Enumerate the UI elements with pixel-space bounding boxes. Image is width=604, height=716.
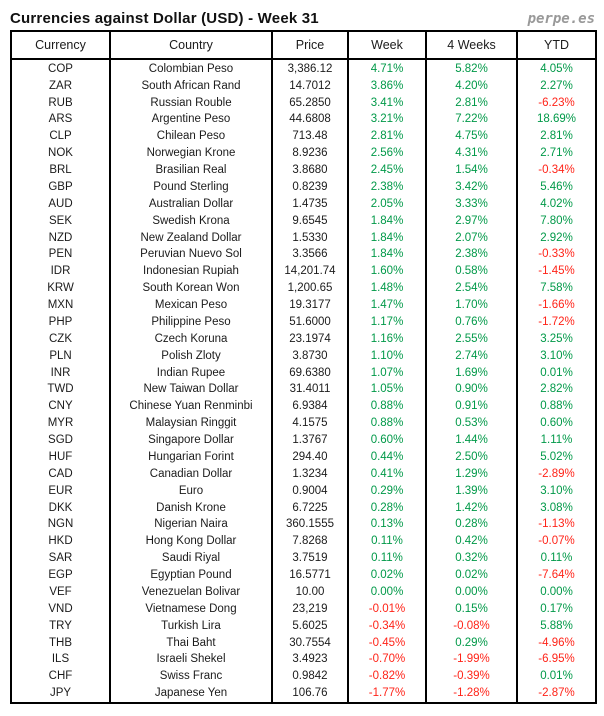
week-change: 1.48%: [348, 280, 426, 297]
four-weeks-change: 4.31%: [426, 145, 517, 162]
week-change: 2.45%: [348, 162, 426, 179]
currency-code: SEK: [48, 214, 72, 227]
ytd-change: 3.10%: [517, 347, 595, 364]
table-row: [12, 347, 595, 364]
price: 69.6380: [272, 364, 348, 381]
four-weeks-change: -1.28%: [426, 685, 517, 702]
price: 9.6545: [272, 212, 348, 229]
table-row: [12, 465, 595, 482]
column-header-currency: Currency: [12, 32, 110, 59]
price: 65.2850: [272, 94, 348, 111]
country-name: South Korean Won: [110, 280, 272, 297]
week-change: 0.44%: [348, 449, 426, 466]
week-change: 0.02%: [348, 567, 426, 584]
week-change: 0.13%: [348, 516, 426, 533]
table-row: [12, 516, 595, 533]
column-header-country: Country: [110, 32, 272, 59]
price: 31.4011: [272, 381, 348, 398]
price: 1.3234: [272, 465, 348, 482]
country-name: Peruvian Nuevo Sol: [110, 246, 272, 263]
site-logo: perpe.es: [527, 11, 595, 27]
country-name: Hungarian Forint: [110, 449, 272, 466]
week-change: 0.88%: [348, 398, 426, 415]
column-header-week: Week: [348, 32, 426, 59]
country-name: Pound Sterling: [110, 179, 272, 196]
currency-code: COP: [48, 62, 73, 75]
price: 8.9236: [272, 145, 348, 162]
week-change: 0.11%: [348, 550, 426, 567]
week-change: 0.11%: [348, 533, 426, 550]
table-row: [12, 381, 595, 398]
currency-code: NOK: [48, 147, 73, 160]
table-header-row: [12, 32, 595, 59]
currency-table: [10, 30, 597, 704]
price: 23,219: [272, 600, 348, 617]
price: 10.00: [272, 584, 348, 601]
ytd-change: -0.34%: [517, 162, 595, 179]
four-weeks-change: 2.74%: [426, 347, 517, 364]
ytd-change: 3.08%: [517, 499, 595, 516]
country-name: Czech Koruna: [110, 330, 272, 347]
table-row: [12, 195, 595, 212]
ytd-change: 2.81%: [517, 128, 595, 145]
four-weeks-change: 0.15%: [426, 600, 517, 617]
ytd-change: -2.87%: [517, 685, 595, 702]
four-weeks-change: 2.07%: [426, 229, 517, 246]
week-change: 2.81%: [348, 128, 426, 145]
four-weeks-change: 1.39%: [426, 482, 517, 499]
week-change: 1.17%: [348, 314, 426, 331]
country-name: Colombian Peso: [110, 59, 272, 77]
currency-code: CNY: [48, 400, 73, 413]
four-weeks-change: 0.29%: [426, 634, 517, 651]
table-row: [12, 297, 595, 314]
country-name: Nigerian Naira: [110, 516, 272, 533]
country-name: Swiss Franc: [110, 668, 272, 685]
country-name: Indian Rupee: [110, 364, 272, 381]
table-row: [12, 77, 595, 94]
week-change: 0.00%: [348, 584, 426, 601]
currency-code: NGN: [47, 518, 74, 531]
country-name: New Zealand Dollar: [110, 229, 272, 246]
week-change: 3.86%: [348, 77, 426, 94]
week-change: 1.16%: [348, 330, 426, 347]
currency-code: CAD: [48, 467, 73, 480]
ytd-change: 0.01%: [517, 364, 595, 381]
ytd-change: 0.01%: [517, 668, 595, 685]
ytd-change: 0.00%: [517, 584, 595, 601]
week-change: 0.28%: [348, 499, 426, 516]
four-weeks-change: 2.50%: [426, 449, 517, 466]
week-change: 3.41%: [348, 94, 426, 111]
currency-code: INR: [50, 366, 71, 379]
table-row: [12, 668, 595, 685]
week-change: 1.10%: [348, 347, 426, 364]
currency-code: SAR: [48, 552, 73, 565]
table-row: [12, 246, 595, 263]
currency-table-grid: [12, 32, 595, 702]
currency-code: VND: [48, 602, 73, 615]
four-weeks-change: 0.76%: [426, 314, 517, 331]
ytd-change: 5.46%: [517, 179, 595, 196]
table-row: [12, 128, 595, 145]
ytd-change: 3.10%: [517, 482, 595, 499]
four-weeks-change: 2.54%: [426, 280, 517, 297]
column-header-4-weeks: 4 Weeks: [426, 32, 517, 59]
price: 3.8680: [272, 162, 348, 179]
table-row: [12, 179, 595, 196]
four-weeks-change: 0.02%: [426, 567, 517, 584]
table-row: [12, 398, 595, 415]
four-weeks-change: -1.99%: [426, 651, 517, 668]
table-row: [12, 449, 595, 466]
four-weeks-change: 1.42%: [426, 499, 517, 516]
ytd-change: -7.64%: [517, 567, 595, 584]
four-weeks-change: 2.55%: [426, 330, 517, 347]
week-change: 1.84%: [348, 212, 426, 229]
price: 14.7012: [272, 77, 348, 94]
ytd-change: -1.72%: [517, 314, 595, 331]
country-name: Thai Baht: [110, 634, 272, 651]
table-row: [12, 634, 595, 651]
price: 3.7519: [272, 550, 348, 567]
week-change: 1.05%: [348, 381, 426, 398]
price: 5.6025: [272, 617, 348, 634]
currency-code: BRL: [49, 164, 72, 177]
price: 16.5771: [272, 567, 348, 584]
currency-code: VEF: [49, 585, 72, 598]
ytd-change: 2.71%: [517, 145, 595, 162]
week-change: 1.07%: [348, 364, 426, 381]
table-row: [12, 685, 595, 702]
country-name: Saudi Riyal: [110, 550, 272, 567]
week-change: 0.88%: [348, 415, 426, 432]
country-name: Danish Krone: [110, 499, 272, 516]
four-weeks-change: 1.54%: [426, 162, 517, 179]
ytd-change: -1.66%: [517, 297, 595, 314]
four-weeks-change: 7.22%: [426, 111, 517, 128]
price: 3,386.12: [272, 59, 348, 77]
currency-code: JPY: [49, 687, 72, 700]
country-name: Turkish Lira: [110, 617, 272, 634]
country-name: Malaysian Ringgit: [110, 415, 272, 432]
four-weeks-change: 0.91%: [426, 398, 517, 415]
week-change: 1.60%: [348, 263, 426, 280]
price: 360.1555: [272, 516, 348, 533]
currency-code: ILS: [51, 653, 70, 666]
table-row: [12, 145, 595, 162]
table-row: [12, 212, 595, 229]
week-change: 0.29%: [348, 482, 426, 499]
currency-code: PHP: [48, 315, 73, 328]
week-change: -0.82%: [348, 668, 426, 685]
ytd-change: 0.11%: [517, 550, 595, 567]
price: 1.5330: [272, 229, 348, 246]
country-name: Euro: [110, 482, 272, 499]
price: 30.7554: [272, 634, 348, 651]
currency-code: THB: [49, 636, 72, 649]
country-name: Singapore Dollar: [110, 432, 272, 449]
four-weeks-change: 1.44%: [426, 432, 517, 449]
four-weeks-change: 0.00%: [426, 584, 517, 601]
country-name: South African Rand: [110, 77, 272, 94]
masthead: [10, 3, 595, 27]
week-change: -0.45%: [348, 634, 426, 651]
price: 0.9842: [272, 668, 348, 685]
table-row: [12, 499, 595, 516]
column-header-ytd: YTD: [517, 32, 595, 59]
price: 23.1974: [272, 330, 348, 347]
price: 3.8730: [272, 347, 348, 364]
table-row: [12, 111, 595, 128]
table-row: [12, 567, 595, 584]
week-change: 1.84%: [348, 229, 426, 246]
ytd-change: 4.05%: [517, 59, 595, 77]
four-weeks-change: -0.39%: [426, 668, 517, 685]
four-weeks-change: 1.70%: [426, 297, 517, 314]
week-change: 0.60%: [348, 432, 426, 449]
price: 14,201.74: [272, 263, 348, 280]
table-row: [12, 550, 595, 567]
table-row: [12, 584, 595, 601]
country-name: Russian Rouble: [110, 94, 272, 111]
ytd-change: -6.95%: [517, 651, 595, 668]
column-header-price: Price: [272, 32, 348, 59]
price: 713.48: [272, 128, 348, 145]
table-row: [12, 432, 595, 449]
currency-code: PLN: [49, 349, 72, 362]
four-weeks-change: 1.69%: [426, 364, 517, 381]
ytd-change: -0.33%: [517, 246, 595, 263]
table-row: [12, 364, 595, 381]
country-name: Brasilian Real: [110, 162, 272, 179]
currency-code: CLP: [49, 130, 72, 143]
ytd-change: 7.80%: [517, 212, 595, 229]
week-change: -0.01%: [348, 600, 426, 617]
currency-code: HUF: [48, 450, 73, 463]
four-weeks-change: 4.75%: [426, 128, 517, 145]
table-row: [12, 617, 595, 634]
price: 51.6000: [272, 314, 348, 331]
table-row: [12, 533, 595, 550]
ytd-change: -4.96%: [517, 634, 595, 651]
ytd-change: 0.60%: [517, 415, 595, 432]
currency-code: PEN: [48, 248, 73, 261]
week-change: -0.70%: [348, 651, 426, 668]
table-row: [12, 330, 595, 347]
week-change: 2.38%: [348, 179, 426, 196]
four-weeks-change: 5.82%: [426, 59, 517, 77]
table-row: [12, 280, 595, 297]
ytd-change: 0.88%: [517, 398, 595, 415]
week-change: 2.05%: [348, 195, 426, 212]
country-name: New Taiwan Dollar: [110, 381, 272, 398]
currency-code: AUD: [48, 197, 73, 210]
currency-code: SGD: [48, 434, 73, 447]
currency-code: MYR: [47, 417, 74, 430]
four-weeks-change: 2.81%: [426, 94, 517, 111]
price: 1.4735: [272, 195, 348, 212]
week-change: 1.84%: [348, 246, 426, 263]
country-name: Philippine Peso: [110, 314, 272, 331]
country-name: Swedish Krona: [110, 212, 272, 229]
table-body: [12, 59, 595, 702]
table-row: [12, 415, 595, 432]
four-weeks-change: 2.38%: [426, 246, 517, 263]
table-row: [12, 59, 595, 77]
ytd-change: 1.11%: [517, 432, 595, 449]
table-row: [12, 651, 595, 668]
ytd-change: -1.45%: [517, 263, 595, 280]
ytd-change: 2.27%: [517, 77, 595, 94]
week-change: -1.77%: [348, 685, 426, 702]
four-weeks-change: -0.08%: [426, 617, 517, 634]
currency-code: CZK: [49, 332, 72, 345]
country-name: Indonesian Rupiah: [110, 263, 272, 280]
country-name: Hong Kong Dollar: [110, 533, 272, 550]
price: 4.1575: [272, 415, 348, 432]
currency-code: EGP: [48, 569, 73, 582]
country-name: Norwegian Krone: [110, 145, 272, 162]
price: 44.6808: [272, 111, 348, 128]
currency-code: ZAR: [49, 79, 72, 92]
currency-code: EUR: [48, 484, 73, 497]
ytd-change: -2.89%: [517, 465, 595, 482]
country-name: Polish Zloty: [110, 347, 272, 364]
four-weeks-change: 0.32%: [426, 550, 517, 567]
price: 1,200.65: [272, 280, 348, 297]
price: 19.3177: [272, 297, 348, 314]
ytd-change: -6.23%: [517, 94, 595, 111]
currency-code: GBP: [48, 180, 73, 193]
country-name: Argentine Peso: [110, 111, 272, 128]
table-row: [12, 600, 595, 617]
four-weeks-change: 0.53%: [426, 415, 517, 432]
currency-code: ARS: [48, 113, 73, 126]
currency-code: DKK: [48, 501, 73, 514]
country-name: Japanese Yen: [110, 685, 272, 702]
currency-code: KRW: [47, 282, 74, 295]
four-weeks-change: 2.97%: [426, 212, 517, 229]
week-change: 3.21%: [348, 111, 426, 128]
country-name: Venezuelan Bolivar: [110, 584, 272, 601]
week-change: -0.34%: [348, 617, 426, 634]
ytd-change: 7.58%: [517, 280, 595, 297]
four-weeks-change: 3.33%: [426, 195, 517, 212]
table-row: [12, 229, 595, 246]
table-row: [12, 314, 595, 331]
page-title: Currencies against Dollar (USD) - Week 31: [10, 10, 319, 27]
country-name: Egyptian Pound: [110, 567, 272, 584]
ytd-change: -0.07%: [517, 533, 595, 550]
four-weeks-change: 3.42%: [426, 179, 517, 196]
price: 1.3767: [272, 432, 348, 449]
table-row: [12, 482, 595, 499]
country-name: Vietnamese Dong: [110, 600, 272, 617]
country-name: Israeli Shekel: [110, 651, 272, 668]
price: 106.76: [272, 685, 348, 702]
price: 294.40: [272, 449, 348, 466]
four-weeks-change: 0.90%: [426, 381, 517, 398]
ytd-change: -1.13%: [517, 516, 595, 533]
ytd-change: 5.02%: [517, 449, 595, 466]
table-row: [12, 263, 595, 280]
week-change: 4.71%: [348, 59, 426, 77]
four-weeks-change: 0.58%: [426, 263, 517, 280]
price: 6.9384: [272, 398, 348, 415]
table-row: [12, 162, 595, 179]
country-name: Canadian Dollar: [110, 465, 272, 482]
week-change: 0.41%: [348, 465, 426, 482]
ytd-change: 5.88%: [517, 617, 595, 634]
currency-code: IDR: [50, 265, 71, 278]
ytd-change: 4.02%: [517, 195, 595, 212]
four-weeks-change: 0.28%: [426, 516, 517, 533]
ytd-change: 2.92%: [517, 229, 595, 246]
currency-code: RUB: [48, 96, 73, 109]
week-change: 2.56%: [348, 145, 426, 162]
country-name: Chilean Peso: [110, 128, 272, 145]
currency-code: TWD: [47, 383, 74, 396]
ytd-change: 18.69%: [517, 111, 595, 128]
four-weeks-change: 1.29%: [426, 465, 517, 482]
price: 3.3566: [272, 246, 348, 263]
four-weeks-change: 0.42%: [426, 533, 517, 550]
week-change: 1.47%: [348, 297, 426, 314]
price: 0.8239: [272, 179, 348, 196]
ytd-change: 3.25%: [517, 330, 595, 347]
country-name: Australian Dollar: [110, 195, 272, 212]
price: 7.8268: [272, 533, 348, 550]
four-weeks-change: 4.20%: [426, 77, 517, 94]
currency-code: TRY: [49, 619, 72, 632]
price: 6.7225: [272, 499, 348, 516]
country-name: Mexican Peso: [110, 297, 272, 314]
country-name: Chinese Yuan Renminbi: [110, 398, 272, 415]
currency-code: CHF: [48, 670, 73, 683]
price: 0.9004: [272, 482, 348, 499]
currency-code: MXN: [47, 299, 74, 312]
currency-code: HKD: [48, 535, 73, 548]
price: 3.4923: [272, 651, 348, 668]
table-row: [12, 94, 595, 111]
ytd-change: 2.82%: [517, 381, 595, 398]
ytd-change: 0.17%: [517, 600, 595, 617]
currency-code: NZD: [48, 231, 73, 244]
